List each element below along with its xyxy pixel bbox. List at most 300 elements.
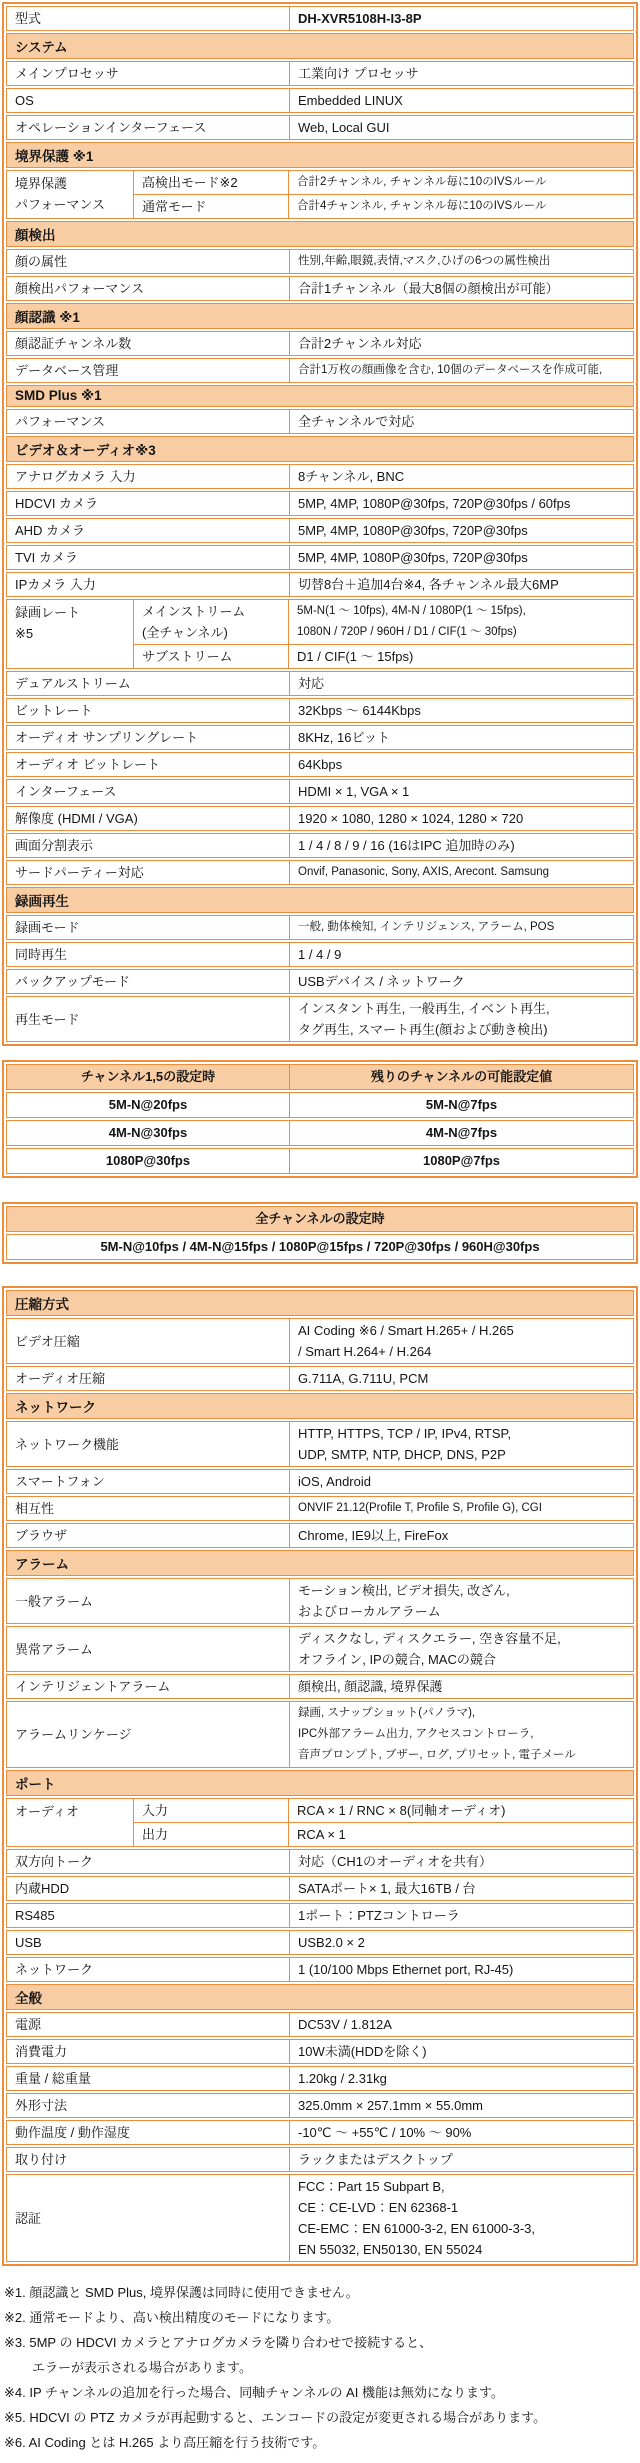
- text-line: パフォーマンス: [15, 197, 105, 212]
- spec-label: [7, 834, 290, 857]
- text-line: ブラウザ: [15, 1528, 68, 1543]
- spec-label: [7, 1958, 290, 1981]
- spec-label: [7, 465, 290, 488]
- spec-label: [7, 1422, 290, 1466]
- spec-label: [7, 1627, 290, 1671]
- spec-row: [6, 1318, 634, 1364]
- spec-label: [7, 1524, 290, 1547]
- text-line: ディスクなし, ディスクエラー, 空き容量不足,: [298, 1631, 561, 1646]
- text-line: EN 55032, EN50130, EN 55024: [298, 2242, 483, 2257]
- spacer: [2, 1046, 638, 1060]
- section-title: ビデオ＆オーディオ※3: [15, 443, 156, 458]
- section-title: ネットワーク: [15, 1400, 96, 1415]
- text-line: 1.20kg / 2.31kg: [298, 2071, 387, 2086]
- text-line: パフォーマンス: [15, 414, 105, 429]
- spec-value: [290, 1524, 633, 1547]
- text-line: 合計2チャンネル対応: [298, 336, 422, 351]
- text-line: CE：CE-LVD：EN 62368-1: [298, 2200, 459, 2215]
- all-channel-header-cell: 全チャンネルの設定時: [7, 1207, 633, 1231]
- spec-label: [7, 2175, 290, 2261]
- spec-value: [290, 519, 633, 542]
- spec-row: [6, 996, 634, 1042]
- section-header: [6, 436, 634, 462]
- text-line: ネットワーク: [15, 1962, 94, 1977]
- spec-label: [7, 116, 290, 139]
- text-line: 認証: [15, 2210, 42, 2226]
- spec-value: [290, 1497, 633, 1520]
- spec-row: [6, 1366, 634, 1391]
- text-line: IPC外部アラーム出力, アクセスコントローラ,: [298, 1728, 534, 1740]
- spec-subrow: [134, 171, 633, 194]
- spec-label: [7, 1702, 290, 1767]
- spec-row: [6, 2174, 634, 2262]
- channel-table-row: [6, 1148, 634, 1174]
- spec-label: [7, 1497, 290, 1520]
- spec-row: [6, 331, 634, 356]
- text-line: 型式: [15, 11, 42, 26]
- spec-value: [290, 1850, 633, 1873]
- channel-table-cell: 5M-N@7fps: [425, 1097, 498, 1112]
- text-line: 性別,年齢,眼鏡,表情,マスク,ひげの6つの属性検出: [298, 255, 551, 267]
- text-line: アラームリンケージ: [15, 1727, 132, 1742]
- text-line: スマートフォン: [15, 1474, 105, 1489]
- spec-value: [290, 834, 633, 857]
- spec-row: [6, 1701, 634, 1768]
- section-title: 圧縮方式: [15, 1297, 69, 1312]
- spec-sublabel: [134, 171, 289, 194]
- text-line: 5MP, 4MP, 1080P@30fps, 720P@30fps: [298, 523, 528, 538]
- spec-label: [7, 699, 290, 722]
- spec-label: [7, 1850, 290, 1873]
- spec-value: [290, 250, 633, 273]
- spec-value: [290, 2148, 633, 2171]
- spec-row: [6, 545, 634, 570]
- text-line: 合計1万枚の顔画像を含む, 10個のデータベースを作成可能,: [298, 364, 603, 376]
- spec-value: [290, 1470, 633, 1493]
- text-line: アナログカメラ 入力: [15, 469, 136, 484]
- spec-row: [6, 2093, 634, 2118]
- text-line: 出力: [142, 1827, 169, 1842]
- spec-label: [7, 916, 290, 939]
- spec-label: [7, 2040, 290, 2063]
- spec-row: [6, 2120, 634, 2145]
- text-line: FCC：Part 15 Subpart B,: [298, 2179, 445, 2194]
- text-line: 5M-N(1 ～ 10fps), 4M-N / 1080P(1 ～ 15fps),: [297, 605, 526, 617]
- spec-value: [290, 1367, 633, 1390]
- text-line: 音声プロンプト, ブザー, ログ, プリセット, 電子メール: [298, 1749, 576, 1761]
- text-line: 1080N / 720P / 960H / D1 / CIF(1 ～ 30fps): [297, 626, 517, 638]
- section-title: 録画再生: [15, 894, 69, 909]
- footnotes: [2, 2278, 638, 2455]
- text-line: 通常モード: [142, 199, 207, 214]
- spec-label: [7, 410, 290, 433]
- text-line: 内蔵HDD: [15, 1881, 70, 1896]
- footnote-line: ※3. 5MP の HDCVI カメラとアナログカメラを隣り合わせで接続すると、: [4, 2335, 433, 2350]
- text-line: ※5: [15, 626, 34, 641]
- spec-label: [7, 753, 290, 776]
- spec-label: [7, 2121, 290, 2144]
- spec-label: [7, 861, 290, 884]
- spec-row: [6, 2147, 634, 2172]
- spec-subrows: [134, 171, 633, 218]
- section-header: [6, 1550, 634, 1576]
- spec-row-group: [6, 599, 634, 669]
- section-header: [6, 33, 634, 59]
- spec-row: [6, 409, 634, 434]
- spec-label: [7, 250, 290, 273]
- text-line: 8KHz, 16ビット: [298, 730, 390, 745]
- spec-row: [6, 860, 634, 885]
- text-line: 10W未満(HDDを除く): [298, 2044, 427, 2059]
- text-line: 切替8台＋追加4台※4, 各チャンネル最大6MP: [298, 577, 559, 592]
- spec-value: [290, 2094, 633, 2117]
- spec-label: [7, 1367, 290, 1390]
- spec-value: [290, 89, 633, 112]
- text-line: 入力: [142, 1803, 169, 1818]
- spec-value: [289, 1823, 633, 1846]
- spec-row: [6, 1930, 634, 1955]
- text-line: USB: [15, 1935, 42, 1950]
- spec-row: [6, 1523, 634, 1548]
- spec-value: [290, 1319, 633, 1363]
- channel-table-cell: 1080P@7fps: [423, 1153, 500, 1168]
- section-title: 顔認識 ※1: [15, 310, 80, 325]
- spec-sublabel: [134, 600, 289, 644]
- text-line: オーディオ: [15, 1804, 79, 1819]
- text-line: 1 (10/100 Mbps Ethernet port, RJ-45): [298, 1962, 514, 1977]
- spec-label: [7, 277, 290, 300]
- text-line: 合計2チャンネル, チャンネル毎に10のIVSルール: [297, 176, 547, 188]
- text-line: 録画, スナップショット(パノラマ),: [298, 1707, 476, 1719]
- text-line: 双方向トーク: [15, 1854, 94, 1869]
- all-channel-setting-table: [2, 1202, 638, 1264]
- spec-value: [289, 171, 633, 194]
- text-line: CE-EMC：EN 61000-3-2, EN 61000-3-3,: [298, 2221, 535, 2236]
- spec-value: [290, 1931, 633, 1954]
- spec-value: [290, 1958, 633, 1981]
- spec-row: [6, 518, 634, 543]
- channel-table-header-cell: チャンネル1,5の設定時: [7, 1065, 290, 1089]
- channel-setting-table: [2, 1060, 638, 1178]
- section-header: [6, 221, 634, 247]
- text-line: DC53V / 1.812A: [298, 2017, 392, 2032]
- all-channel-value-cell: 5M-N@10fps / 4M-N@15fps / 1080P@15fps / 720P@30fps / 960H@30fps: [100, 1239, 540, 1254]
- spec-label: [7, 171, 134, 218]
- text-line: オフライン, IPの競合, MACの競合: [298, 1652, 496, 1667]
- spec-row: [6, 115, 634, 140]
- spec-row: [6, 1876, 634, 1901]
- spec-value: [290, 2013, 633, 2036]
- text-line: 異常アラーム: [15, 1641, 94, 1657]
- spec-value: [290, 1422, 633, 1466]
- spec-row: [6, 942, 634, 967]
- spec-label: [7, 89, 290, 112]
- section-header: [6, 142, 634, 168]
- spec-row: [6, 806, 634, 831]
- text-line: タグ再生, スマート再生(顔および動き検出): [298, 1022, 548, 1037]
- spec-row: [6, 915, 634, 940]
- section-title: システム: [15, 40, 68, 55]
- text-line: 顔検出, 顔認識, 境界保護: [298, 1679, 443, 1694]
- text-line: 対応（CH1のオーディオを共有）: [298, 1854, 492, 1869]
- spec-row: [6, 358, 634, 383]
- spec-label: [7, 1931, 290, 1954]
- spec-subrow: [134, 194, 633, 218]
- spec-row: [6, 1674, 634, 1699]
- text-line: データベース管理: [15, 363, 119, 378]
- spec-label: [7, 1470, 290, 1493]
- spec-label: [7, 519, 290, 542]
- spec-label: [7, 943, 290, 966]
- text-line: HDCVI カメラ: [15, 496, 99, 511]
- spec-label: [7, 970, 290, 993]
- text-line: インターフェース: [15, 784, 117, 799]
- spec-row: [6, 2066, 634, 2091]
- spec-value: [290, 1627, 633, 1671]
- text-line: 1 / 4 / 9: [298, 947, 342, 962]
- text-line: 対応: [298, 676, 325, 691]
- spec-value: [290, 997, 633, 1041]
- channel-table-row: [6, 1092, 634, 1118]
- spec-label: [7, 726, 290, 749]
- section-header: [6, 1770, 634, 1796]
- spec-label: [7, 2013, 290, 2036]
- channel-table-row: [6, 1120, 634, 1146]
- text-line: 合計4チャンネル, チャンネル毎に10のIVSルール: [297, 200, 547, 212]
- spec-value: [290, 1877, 633, 1900]
- spec-value: [290, 861, 633, 884]
- spec-label: [7, 780, 290, 803]
- spec-row: [6, 88, 634, 113]
- spec-label: [7, 1904, 290, 1927]
- text-line: 同時再生: [15, 947, 68, 962]
- spec-row: [6, 464, 634, 489]
- spec-row: [6, 725, 634, 750]
- spacer: [2, 2266, 638, 2278]
- channel-table-cell: 5M-N@20fps: [7, 1093, 290, 1117]
- spec-value: [290, 1579, 633, 1623]
- text-line: Embedded LINUX: [298, 93, 403, 108]
- text-line: メインストリーム: [142, 604, 246, 619]
- text-line: 再生モード: [15, 1011, 80, 1027]
- all-channel-header-row: [6, 1206, 634, 1232]
- text-line: 動作温度 / 動作湿度: [15, 2125, 130, 2140]
- text-line: 電源: [15, 2017, 42, 2032]
- section-title: アラーム: [15, 1557, 69, 1572]
- text-line: 325.0mm × 257.1mm × 55.0mm: [298, 2098, 483, 2113]
- spec-value: [289, 1799, 633, 1822]
- spec-value: [290, 2040, 633, 2063]
- text-line: SATAポート× 1, 最大16TB / 台: [298, 1881, 476, 1896]
- channel-table-cell: 1080P@30fps: [7, 1149, 290, 1173]
- text-line: 境界保護: [15, 176, 68, 191]
- text-line: iOS, Android: [298, 1474, 371, 1489]
- spec-row: [6, 1849, 634, 1874]
- section-title: ポート: [15, 1777, 56, 1792]
- text-line: 1 / 4 / 8 / 9 / 16 (16はIPC 追加時のみ): [298, 838, 515, 853]
- spec-value: [290, 2175, 633, 2261]
- spec-value: [290, 332, 633, 355]
- text-line: バックアップモード: [15, 974, 131, 989]
- spec-label: [7, 62, 290, 85]
- text-line: 録画モード: [15, 920, 80, 935]
- spec-value: [289, 645, 633, 668]
- section-header: [6, 1290, 634, 1316]
- spec-label: [7, 546, 290, 569]
- text-line: RCA × 1: [297, 1827, 346, 1842]
- channel-table-cell: 4M-N@7fps: [425, 1125, 498, 1140]
- spec-value: [290, 546, 633, 569]
- spec-label: [7, 1877, 290, 1900]
- spec-label: [7, 672, 290, 695]
- text-line: メインプロセッサ: [15, 66, 119, 81]
- spec-label: [7, 1799, 134, 1846]
- spec-value: [290, 1675, 633, 1698]
- spacer: [2, 1264, 638, 1286]
- text-line: G.711A, G.711U, PCM: [298, 1371, 429, 1386]
- spec-value: [290, 1904, 633, 1927]
- spec-subrow: [134, 644, 633, 668]
- spec-value: [290, 807, 633, 830]
- text-line: TVI カメラ: [15, 550, 78, 565]
- spec-subrow: [134, 600, 633, 644]
- spec-value: [290, 699, 633, 722]
- text-line: 一般, 動体検知, インテリジェンス, アラーム, POS: [298, 921, 555, 933]
- spec-value: [290, 916, 633, 939]
- spec-value: [290, 410, 633, 433]
- spec-row: [6, 276, 634, 301]
- spec-sublabel: [134, 195, 289, 218]
- spec-label: [7, 1675, 290, 1698]
- text-line: ネットワーク機能: [15, 1436, 120, 1452]
- section-header: [6, 1393, 634, 1419]
- footnote-line: エラーが表示される場合があります。: [32, 2360, 252, 2375]
- text-line: 工業向け プロセッサ: [298, 66, 419, 81]
- spec-label: [7, 2148, 290, 2171]
- text-line: 高検出モード※2: [142, 175, 238, 190]
- spec-row: [6, 249, 634, 274]
- spec-row: [6, 1957, 634, 1982]
- spec-row: [6, 6, 634, 31]
- text-line: インスタント再生, 一般再生, イベント再生,: [298, 1001, 550, 1016]
- text-line: UDP, SMTP, NTP, DHCP, DNS, P2P: [298, 1447, 506, 1462]
- text-line: Web, Local GUI: [298, 120, 390, 135]
- spec-subrow: [134, 1799, 633, 1822]
- footnote-line: ※4. IP チャンネルの追加を行った場合、同軸チャンネルの AI 機能は無効になります。: [4, 2385, 504, 2400]
- spec-sublabel: [134, 1799, 289, 1822]
- spec-row: [6, 491, 634, 516]
- footnote-line: ※5. HDCVI の PTZ カメラが再起動すると、エンコードの設定が変更される場合があります。: [4, 2410, 547, 2425]
- text-line: / Smart H.264+ / H.264: [298, 1344, 432, 1359]
- spec-row: [6, 2039, 634, 2064]
- channel-table-cell: 4M-N@30fps: [7, 1121, 290, 1145]
- all-channel-value-row: [6, 1234, 634, 1260]
- spec-label: [7, 2067, 290, 2090]
- text-line: インテリジェントアラーム: [15, 1679, 171, 1694]
- text-line: オーディオ サンプリングレート: [15, 730, 199, 745]
- text-line: 顔認証チャンネル数: [15, 336, 132, 351]
- text-line: HDMI × 1, VGA × 1: [298, 784, 410, 799]
- spec-row: [6, 779, 634, 804]
- text-line: Onvif, Panasonic, Sony, AXIS, Arecont. Samsung: [298, 866, 550, 878]
- spec-label: [7, 807, 290, 830]
- section-title: 境界保護 ※1: [15, 149, 94, 164]
- spec-subrows: [134, 600, 633, 668]
- spec-value: [290, 465, 633, 488]
- text-line: 解像度 (HDMI / VGA): [15, 811, 138, 826]
- text-line: デュアルストリーム: [15, 676, 131, 691]
- spec-row: [6, 61, 634, 86]
- section-title: SMD Plus ※1: [15, 388, 102, 403]
- spec-row: [6, 1469, 634, 1494]
- text-line: OS: [15, 93, 34, 108]
- channel-table-header-row: [6, 1064, 634, 1090]
- text-line: IPカメラ 入力: [15, 577, 96, 592]
- spec-label: [7, 997, 290, 1041]
- channel-table-header-cell: 残りのチャンネルの可能設定値: [290, 1065, 633, 1089]
- text-line: 重量 / 総重量: [15, 2071, 91, 2086]
- text-line: ビットレート: [15, 703, 93, 718]
- text-line: 5MP, 4MP, 1080P@30fps, 720P@30fps: [298, 550, 528, 565]
- text-line: (全チャンネル): [142, 625, 228, 640]
- text-line: Chrome, IE9以上, FireFox: [298, 1528, 449, 1543]
- text-line: 5MP, 4MP, 1080P@30fps, 720P@30fps / 60fps: [298, 496, 571, 511]
- text-line: オーディオ圧縮: [15, 1371, 105, 1386]
- spec-label: [7, 359, 290, 382]
- footnote-line: ※1. 顔認識と SMD Plus, 境界保護は同時に使用できません。: [4, 2285, 359, 2300]
- spec-label: [7, 573, 290, 596]
- text-line: DH-XVR5108H-I3-8P: [298, 11, 422, 26]
- text-line: 顔検出パフォーマンス: [15, 281, 144, 296]
- spec-row: [6, 2012, 634, 2037]
- text-line: 1920 × 1080, 1280 × 1024, 1280 × 720: [298, 811, 524, 826]
- text-line: 32Kbps ～ 6144Kbps: [298, 703, 421, 718]
- text-line: 8チャンネル, BNC: [298, 469, 405, 484]
- text-line: およびローカルアラーム: [298, 1604, 441, 1619]
- spec-value: [290, 573, 633, 596]
- spec-label: [7, 2094, 290, 2117]
- spec-value: [290, 753, 633, 776]
- spec-subrow: [134, 1822, 633, 1846]
- text-line: D1 / CIF(1 ～ 15fps): [297, 649, 414, 664]
- text-line: 録画レート: [15, 605, 81, 620]
- spec-label: [7, 332, 290, 355]
- text-line: オーディオ ビットレート: [15, 757, 161, 772]
- section-header: [6, 1984, 634, 2010]
- text-line: 画面分割表示: [15, 838, 94, 853]
- spec-row: [6, 752, 634, 777]
- spec-label: [7, 7, 290, 30]
- text-line: -10℃ ～ +55℃ / 10% ～ 90%: [298, 2125, 472, 2140]
- spec-table-bottom: [2, 1286, 638, 2266]
- text-line: AHD カメラ: [15, 523, 86, 538]
- text-line: AI Coding ※6 / Smart H.265+ / H.265: [298, 1323, 514, 1338]
- spec-value: [290, 7, 633, 30]
- text-line: 一般アラーム: [15, 1593, 94, 1609]
- footnote-line: ※2. 通常モードより、高い検出精度のモードになります。: [4, 2310, 340, 2325]
- spec-label: [7, 1319, 290, 1363]
- text-line: USBデバイス / ネットワーク: [298, 974, 465, 989]
- text-line: ビデオ圧縮: [15, 1333, 80, 1349]
- text-line: ラックまたはデスクトップ: [298, 2152, 453, 2167]
- spec-value: [290, 359, 633, 382]
- spec-sublabel: [134, 1823, 289, 1846]
- spec-row: [6, 572, 634, 597]
- section-header: [6, 385, 634, 407]
- text-line: RS485: [15, 1908, 55, 1923]
- spec-value: [290, 116, 633, 139]
- text-line: 相互性: [15, 1501, 55, 1516]
